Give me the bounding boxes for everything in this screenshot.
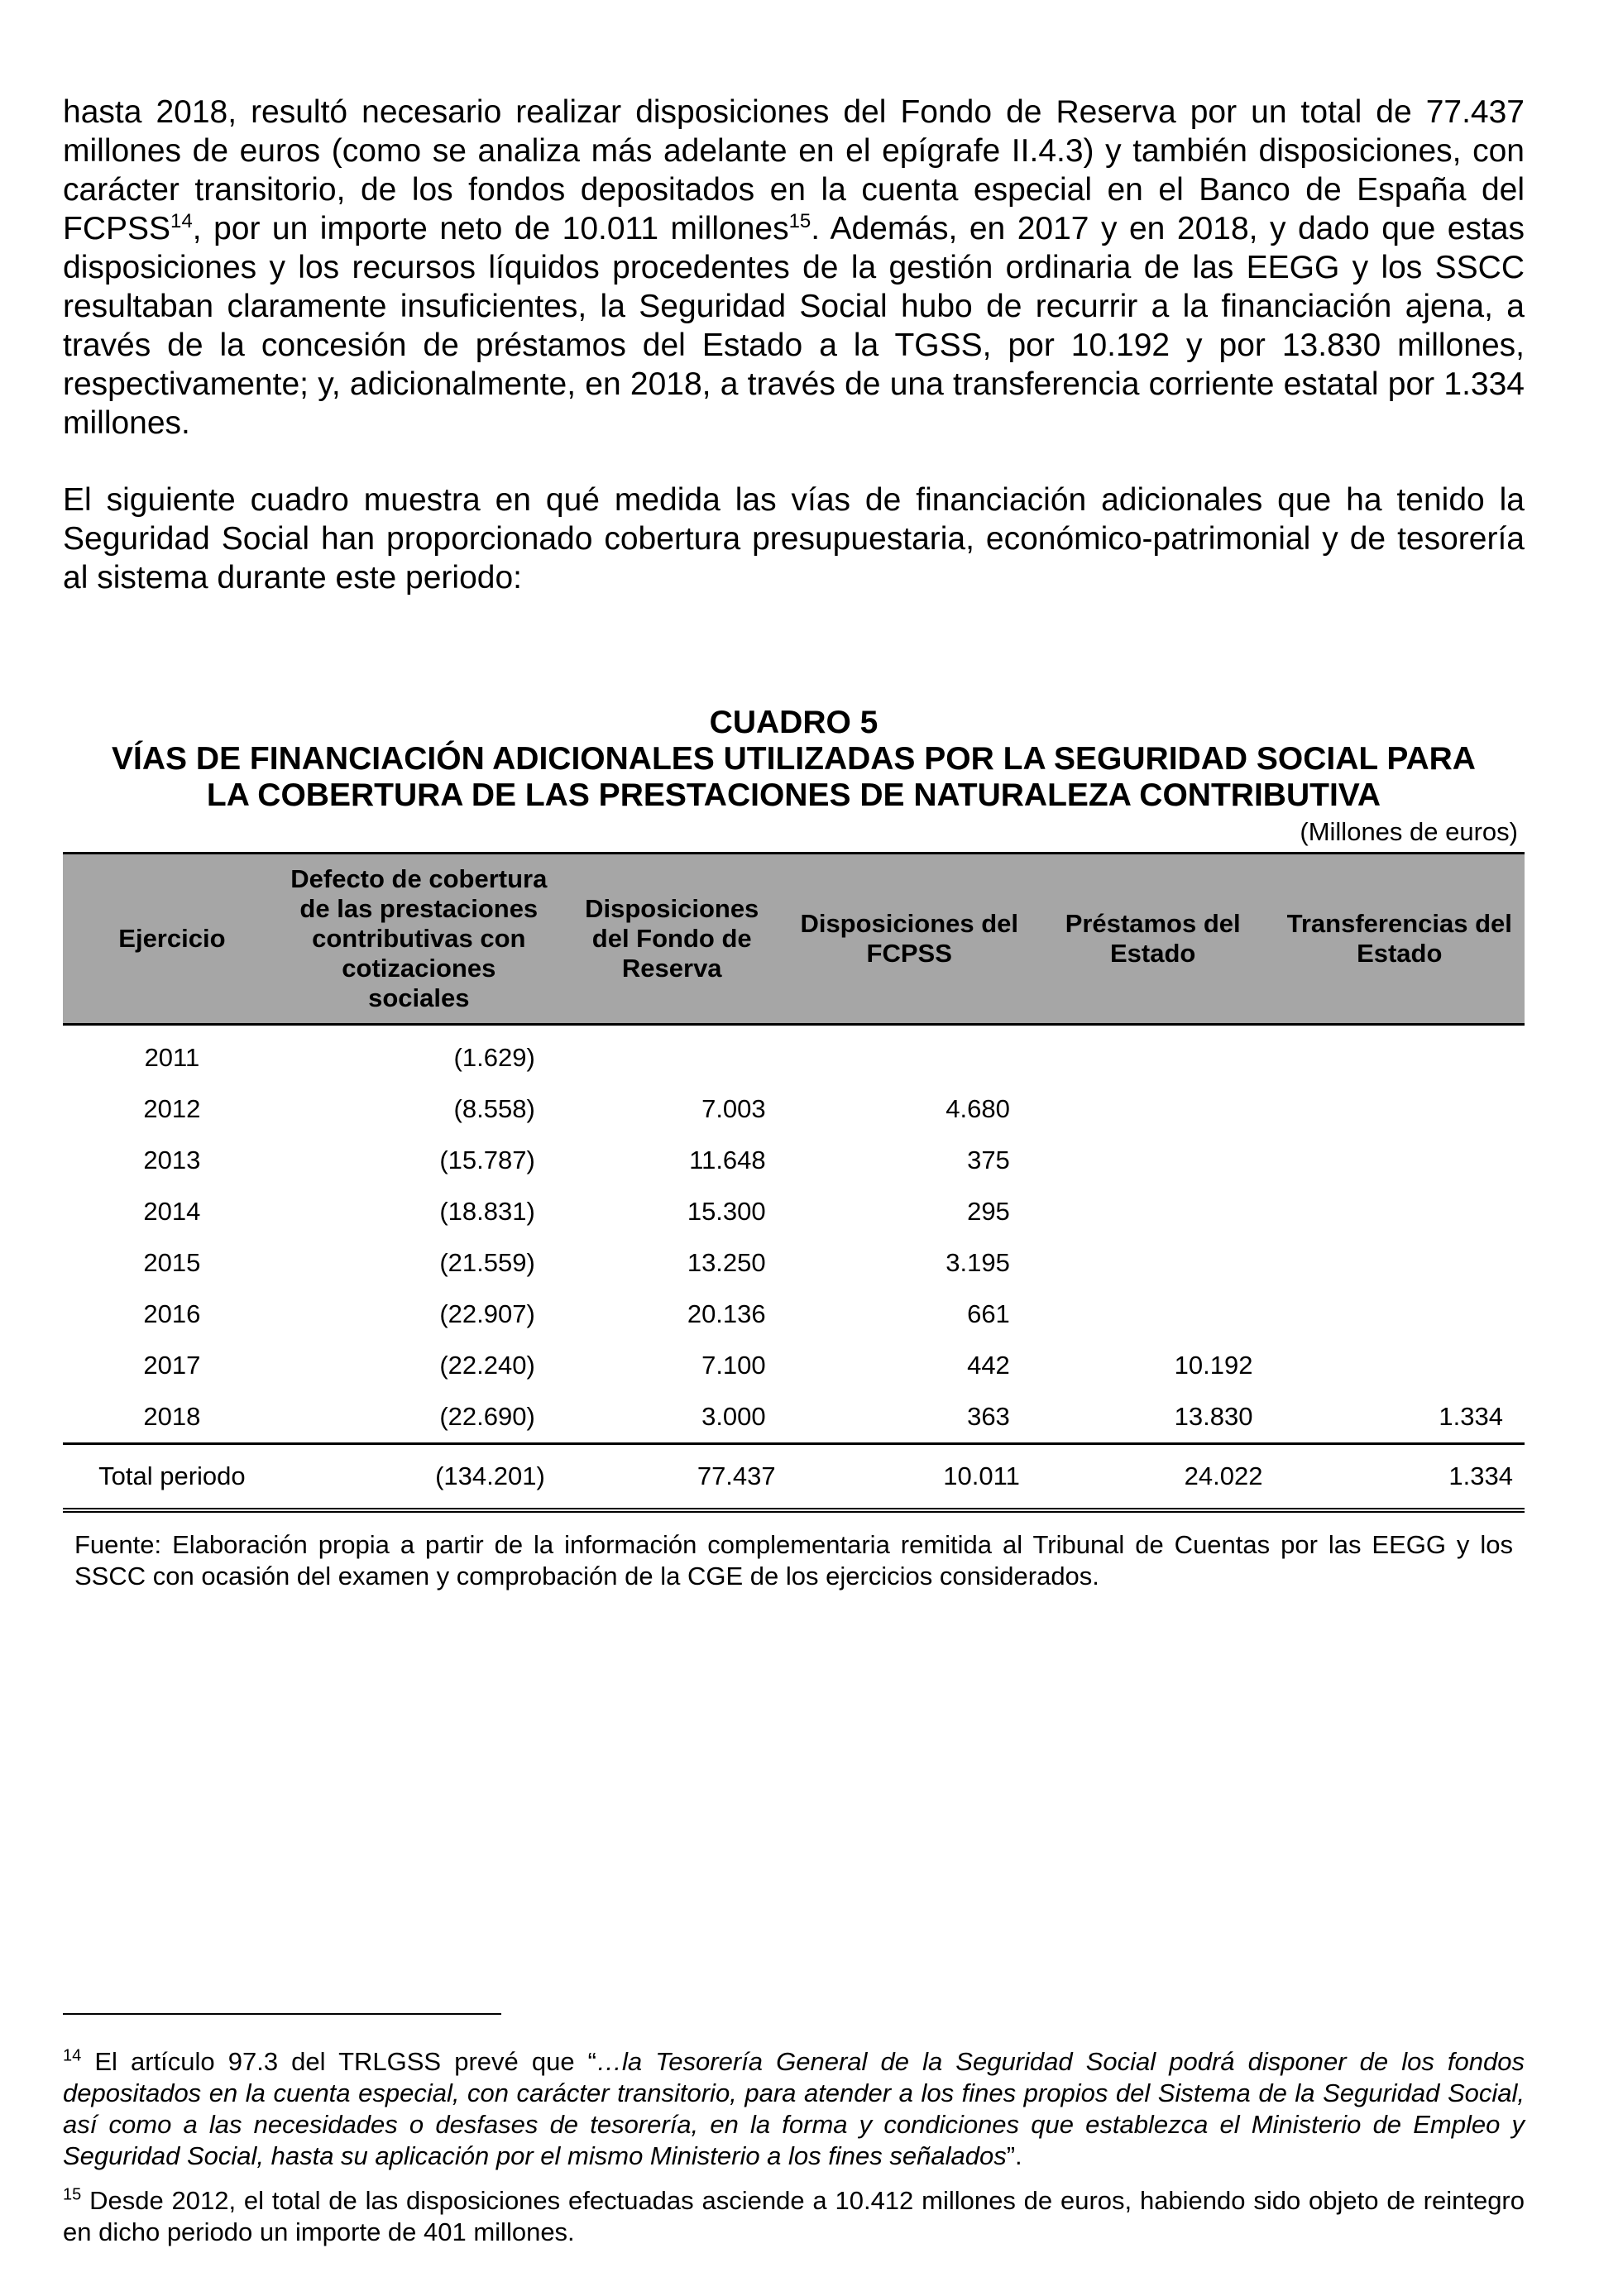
table-units: (Millones de euros) [1300, 817, 1518, 846]
header-fondo-reserva: Disposiciones del Fondo de Reserva [557, 854, 788, 1025]
table-row [63, 1186, 1525, 1237]
cell-year: 2017 [143, 1351, 201, 1380]
table-title-line-2: LA COBERTURA DE LAS PRESTACIONES DE NATURALEZA CONTRIBUTIVA [206, 777, 1381, 813]
cell-prestamos [1032, 1083, 1275, 1135]
cell-prestamos [1032, 1237, 1275, 1289]
table-row [63, 1083, 1525, 1135]
cell-fondo: 20.136 [687, 1299, 766, 1328]
footnote-14-text-a: El artículo 97.3 del TRLGSS prevé que “ [81, 2047, 596, 2076]
cell-year: 2015 [143, 1248, 201, 1277]
cell-transferencias [1275, 1340, 1525, 1391]
footnote-15 [63, 2185, 1525, 2248]
paragraph-1-text-a: hasta 2018, resultó necesario realizar disposiciones del Fondo de Reserva por un total de 77.437 millones de euros (como se analiza más adelante en el epígrafe II.4.3) y también disposiciones, con carácter transitorio, de los fondos depositados en la cuenta especial en el Banco de España del FCPSS [63, 94, 1525, 246]
header-transferencias: Transferencias del Estado [1275, 854, 1525, 1025]
table-number: CUADRO 5 [709, 705, 878, 740]
cell-prestamos: 10.192 [1174, 1351, 1253, 1380]
header-prestamos: Préstamos del Estado [1032, 854, 1275, 1025]
cell-prestamos [1032, 1135, 1275, 1186]
cell-prestamos [1032, 1289, 1275, 1340]
cell-defecto: (18.831) [439, 1197, 535, 1226]
cell-fcpss: 3.195 [946, 1248, 1010, 1277]
footnotes [63, 2046, 1525, 2248]
header-fcpss: Disposiciones del FCPSS [788, 854, 1032, 1025]
footnote-14 [63, 2046, 1525, 2172]
header-ejercicio: Ejercicio [63, 854, 281, 1025]
cell-defecto: (21.559) [439, 1248, 535, 1277]
total-fcpss: 10.011 [788, 1444, 1032, 1511]
cell-transferencias: 1.334 [1439, 1402, 1503, 1431]
cell-defecto: (15.787) [439, 1146, 535, 1174]
paragraph-1 [63, 93, 1525, 442]
cell-year: 2013 [143, 1146, 201, 1174]
table-row [63, 1340, 1525, 1391]
header-defecto-cobertura: Defecto de cobertura de las prestaciones contributivas con cotizaciones sociales [281, 854, 557, 1025]
cell-prestamos [1032, 1025, 1275, 1084]
table-title-line-1: VÍAS DE FINANCIACIÓN ADICIONALES UTILIZADAS POR LA SEGURIDAD SOCIAL PARA [112, 741, 1476, 777]
footnote-ref-15[interactable]: 15 [788, 210, 811, 232]
total-transferencias: 1.334 [1275, 1444, 1525, 1511]
document-page [63, 93, 1525, 1592]
table-row [63, 1135, 1525, 1186]
footnote-14-text-b: ”. [1006, 2141, 1022, 2170]
cell-fondo: 11.648 [689, 1146, 766, 1174]
cell-year: 2011 [144, 1043, 200, 1072]
total-fondo: 77.437 [557, 1444, 788, 1511]
cell-prestamos [1032, 1186, 1275, 1237]
cell-fondo: 7.003 [701, 1094, 766, 1123]
paragraph-2: El siguiente cuadro muestra en qué medida las vías de financiación adicionales que ha tenido la Seguridad Social han proporcionado cobertura presupuestaria, económico-patrimonial y de tesorería al sistema durante este periodo: [63, 482, 1525, 596]
cell-fcpss: 4.680 [946, 1094, 1010, 1123]
table-header-row [63, 854, 1525, 1025]
cell-year: 2014 [143, 1197, 201, 1226]
cell-transferencias [1275, 1237, 1525, 1289]
table-row [63, 1289, 1525, 1340]
paragraph-1-text-b: , por un importe neto de 10.011 millones [192, 211, 789, 246]
total-prestamos: 24.022 [1032, 1444, 1275, 1511]
footnote-14-quote: …la Tesorería General de la Seguridad Social podrá disponer de los fondos depositados en la cuenta especial, con carácter transitorio, para atender a los fines propios del Sistema de la Seguridad Social, así como a las necesidades o desfases de tesorería, en la forma y condiciones que establezca el Ministerio de Empleo y Seguridad Social, hasta su aplicación por el mismo Ministerio a los fines señalados [63, 2047, 1525, 2170]
cell-fcpss [788, 1025, 1032, 1084]
cell-transferencias [1275, 1186, 1525, 1237]
table-row [63, 1025, 1525, 1084]
cell-year: 2012 [143, 1094, 201, 1123]
table-row [63, 1391, 1525, 1444]
footnote-14-number: 14 [63, 2046, 82, 2065]
total-label: Total periodo [63, 1444, 281, 1511]
cell-fcpss: 363 [967, 1402, 1010, 1431]
table-row [63, 1237, 1525, 1289]
cell-defecto: (22.907) [439, 1299, 535, 1328]
cell-fcpss: 375 [967, 1146, 1010, 1174]
cell-fondo: 15.300 [687, 1197, 766, 1226]
cell-fcpss: 442 [967, 1351, 1010, 1380]
cell-fcpss: 295 [967, 1197, 1010, 1226]
cell-defecto: (22.240) [439, 1351, 535, 1380]
cell-year: 2018 [143, 1402, 201, 1431]
footnote-separator [63, 2013, 501, 2015]
footnote-ref-14[interactable]: 14 [170, 210, 193, 232]
cell-defecto: (22.690) [439, 1402, 535, 1431]
footnote-15-number: 15 [63, 2185, 82, 2204]
cell-year: 2016 [143, 1299, 201, 1328]
cell-fondo: 3.000 [701, 1402, 766, 1431]
cell-defecto: (8.558) [453, 1094, 535, 1123]
cell-fondo: 13.250 [687, 1248, 766, 1277]
cell-fondo [557, 1025, 788, 1084]
cell-fcpss: 661 [967, 1299, 1010, 1328]
paragraph-1-text-c: . Además, en 2017 y en 2018, y dado que estas disposiciones y los recursos líquidos procedentes de la gestión ordinaria de las EEGG y los SSCC resultaban claramente insuficientes, la Seguridad Social hubo de recurrir a la financiación ajena, a través de la concesión de préstamos del Estado a la TGSS, por 10.192 y por 13.830 millones, respectivamente; y, adicionalmente, en 2018, a través de una transferencia corriente estatal por 1.334 millones. [63, 211, 1525, 441]
financing-table [63, 852, 1525, 1513]
cell-transferencias [1275, 1025, 1525, 1084]
cell-prestamos: 13.830 [1174, 1402, 1253, 1431]
cell-transferencias [1275, 1135, 1525, 1186]
cell-transferencias [1275, 1083, 1525, 1135]
footnote-15-text: Desde 2012, el total de las disposiciones efectuadas asciende a 10.412 millones de euros, habiendo sido objeto de reintegro en dicho periodo un importe de 401 millones. [63, 2186, 1525, 2246]
table-caption [63, 705, 1525, 814]
table-total-row [63, 1444, 1525, 1511]
cell-defecto: (1.629) [453, 1043, 535, 1072]
total-defecto: (134.201) [281, 1444, 557, 1511]
table-source-note: Fuente: Elaboración propia a partir de la información complementaria remitida al Tribunal de Cuentas por las EEGG y los SSCC con ocasión del examen y comprobación de la CGE de los ejercicios considerados. [74, 1530, 1513, 1590]
cell-fondo: 7.100 [701, 1351, 766, 1380]
cell-transferencias [1275, 1289, 1525, 1340]
